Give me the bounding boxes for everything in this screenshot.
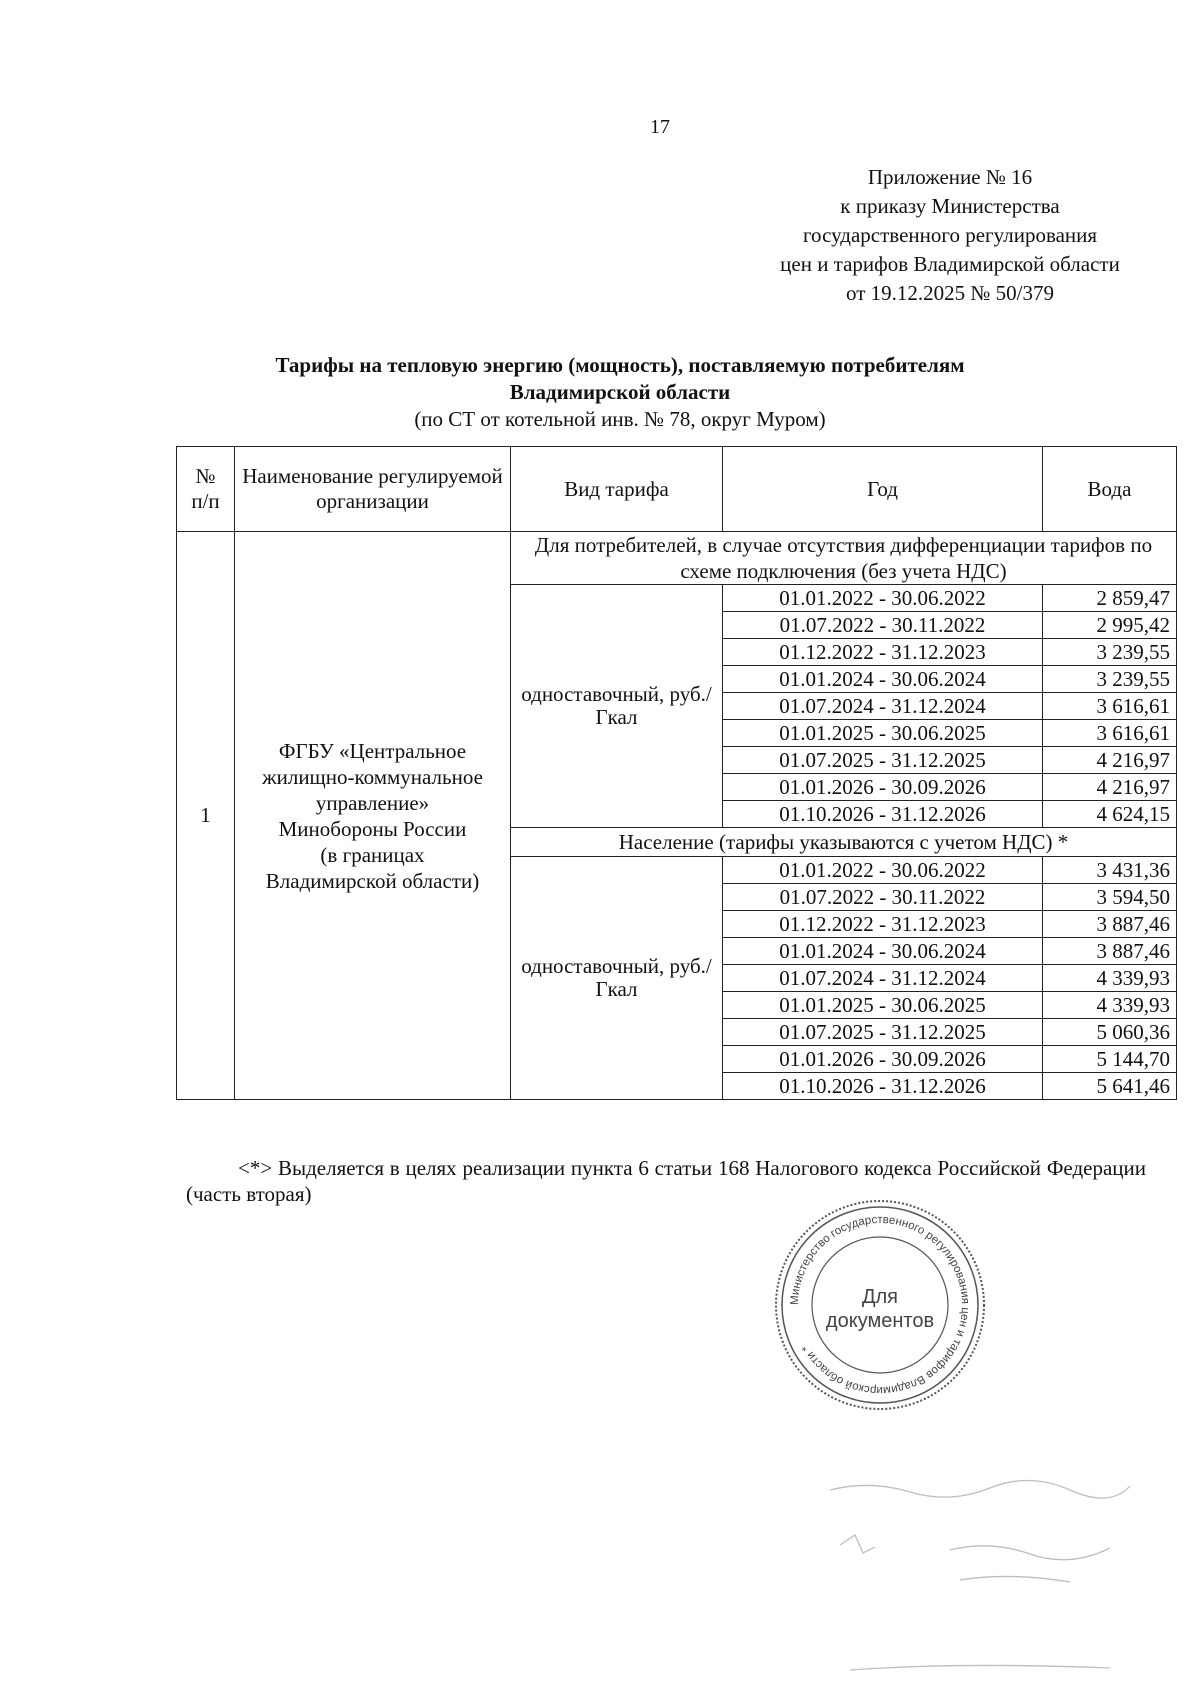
group1-title: Для потребителей, в случае отсутствия дифференциации тарифов по схеме подключения (без учета НДС) bbox=[511, 532, 1177, 585]
water-value-cell: 5 060,36 bbox=[1043, 1019, 1177, 1046]
water-value-cell: 3 887,46 bbox=[1043, 938, 1177, 965]
period-cell: 01.01.2025 - 30.06.2025 bbox=[723, 992, 1043, 1019]
group2-title: Население (тарифы указываются с учетом НДС) * bbox=[511, 828, 1177, 857]
org-name-line-1: ФГБУ «Центральное bbox=[278, 738, 467, 763]
appendix-line-3: государственного регулирования bbox=[802, 223, 1098, 247]
water-value-cell: 4 339,93 bbox=[1043, 992, 1177, 1019]
appendix-line-2: к приказу Министерства bbox=[840, 194, 1060, 218]
water-value-cell: 3 616,61 bbox=[1043, 693, 1177, 720]
appendix-line-1: Приложение № 16 bbox=[867, 165, 1033, 189]
title-line-1: Тарифы на тепловую энергию (мощность), поставляемую потребителям bbox=[275, 353, 965, 377]
period-cell: 01.01.2024 - 30.06.2024 bbox=[723, 938, 1043, 965]
water-value-cell: 3 616,61 bbox=[1043, 720, 1177, 747]
header-year: Год bbox=[723, 447, 1043, 532]
water-value-cell: 5 144,70 bbox=[1043, 1046, 1177, 1073]
water-value-cell: 5 641,46 bbox=[1043, 1073, 1177, 1100]
appendix-line-5: от 19.12.2025 № 50/379 bbox=[845, 281, 1055, 305]
period-cell: 01.12.2022 - 31.12.2023 bbox=[723, 639, 1043, 666]
signature-scribble bbox=[810, 1450, 1140, 1680]
appendix-block bbox=[720, 163, 1180, 308]
org-name-line-5: (в границах bbox=[320, 842, 425, 867]
header-tariff-type: Вид тарифа bbox=[511, 447, 723, 532]
water-value-cell: 4 339,93 bbox=[1043, 965, 1177, 992]
period-cell: 01.01.2024 - 30.06.2024 bbox=[723, 666, 1043, 693]
header-org: Наименование регулируемой организации bbox=[235, 447, 511, 532]
header-number-symbol: № bbox=[195, 464, 216, 488]
org-name-line-2: жилищно-коммунальное bbox=[262, 764, 483, 789]
period-cell: 01.07.2024 - 31.12.2024 bbox=[723, 965, 1043, 992]
period-cell: 01.12.2022 - 31.12.2023 bbox=[723, 911, 1043, 938]
signature-stroke-3 bbox=[950, 1546, 1110, 1560]
stamp-center-line-2: документов bbox=[825, 1310, 935, 1332]
period-cell: 01.10.2026 - 31.12.2026 bbox=[723, 801, 1043, 828]
group2-tariff-type: одноставочный, руб./Гкал bbox=[511, 857, 723, 1100]
water-value-cell: 3 239,55 bbox=[1043, 666, 1177, 693]
header-number bbox=[177, 447, 235, 532]
period-cell: 01.01.2025 - 30.06.2025 bbox=[723, 720, 1043, 747]
water-value-cell: 3 594,50 bbox=[1043, 884, 1177, 911]
page-number: 17 bbox=[650, 116, 670, 138]
table-header-row bbox=[177, 447, 1177, 532]
org-name-line-6: Владимирской области) bbox=[265, 868, 480, 893]
stamp-center-line-1: Для bbox=[861, 1286, 899, 1308]
group-title-row bbox=[177, 532, 1177, 585]
period-cell: 01.10.2026 - 31.12.2026 bbox=[723, 1073, 1043, 1100]
water-value-cell: 3 887,46 bbox=[1043, 911, 1177, 938]
signature-stroke-5 bbox=[850, 1665, 1110, 1670]
org-name-line-3: управление» bbox=[315, 790, 430, 815]
header-water: Вода bbox=[1043, 447, 1177, 532]
header-number-abbr: п/п bbox=[191, 489, 220, 513]
period-cell: 01.07.2025 - 31.12.2025 bbox=[723, 1019, 1043, 1046]
signature-stroke-4 bbox=[960, 1576, 1070, 1582]
org-name-line-4: Минобороны России bbox=[278, 816, 467, 841]
water-value-cell: 2 995,42 bbox=[1043, 612, 1177, 639]
title-subline: (по СТ от котельной инв. № 78, округ Муром) bbox=[414, 407, 826, 431]
period-cell: 01.01.2026 - 30.09.2026 bbox=[723, 774, 1043, 801]
org-name bbox=[235, 532, 511, 1100]
tariff-table bbox=[176, 446, 1177, 1100]
footnote: <*> Выделяется в целях реализации пункта 6 статьи 168 Налогового кодекса Российской Федерации (часть вторая) bbox=[186, 1156, 1146, 1206]
period-cell: 01.07.2024 - 31.12.2024 bbox=[723, 693, 1043, 720]
period-cell: 01.07.2025 - 31.12.2025 bbox=[723, 747, 1043, 774]
signature-stroke-2 bbox=[840, 1535, 875, 1553]
water-value-cell: 4 216,97 bbox=[1043, 747, 1177, 774]
period-cell: 01.07.2022 - 30.11.2022 bbox=[723, 612, 1043, 639]
appendix-line-4: цен и тарифов Владимирской области bbox=[780, 252, 1120, 276]
signature-stroke-1 bbox=[830, 1480, 1130, 1498]
period-cell: 01.01.2022 - 30.06.2022 bbox=[723, 585, 1043, 612]
group1-tariff-type: одноставочный, руб./Гкал bbox=[511, 585, 723, 828]
water-value-cell: 3 239,55 bbox=[1043, 639, 1177, 666]
document-title bbox=[180, 352, 1060, 433]
row-number: 1 bbox=[177, 532, 235, 1100]
period-cell: 01.01.2022 - 30.06.2022 bbox=[723, 857, 1043, 884]
water-value-cell: 4 216,97 bbox=[1043, 774, 1177, 801]
official-stamp bbox=[770, 1195, 990, 1415]
title-line-2: Владимирской области bbox=[509, 380, 731, 404]
water-value-cell: 4 624,15 bbox=[1043, 801, 1177, 828]
period-cell: 01.07.2022 - 30.11.2022 bbox=[723, 884, 1043, 911]
water-value-cell: 3 431,36 bbox=[1043, 857, 1177, 884]
stamp-ring-path-text: Министерство государственного регулирования цен и тарифов Владимирской области * bbox=[788, 1213, 972, 1397]
period-cell: 01.01.2026 - 30.09.2026 bbox=[723, 1046, 1043, 1073]
water-value-cell: 2 859,47 bbox=[1043, 585, 1177, 612]
